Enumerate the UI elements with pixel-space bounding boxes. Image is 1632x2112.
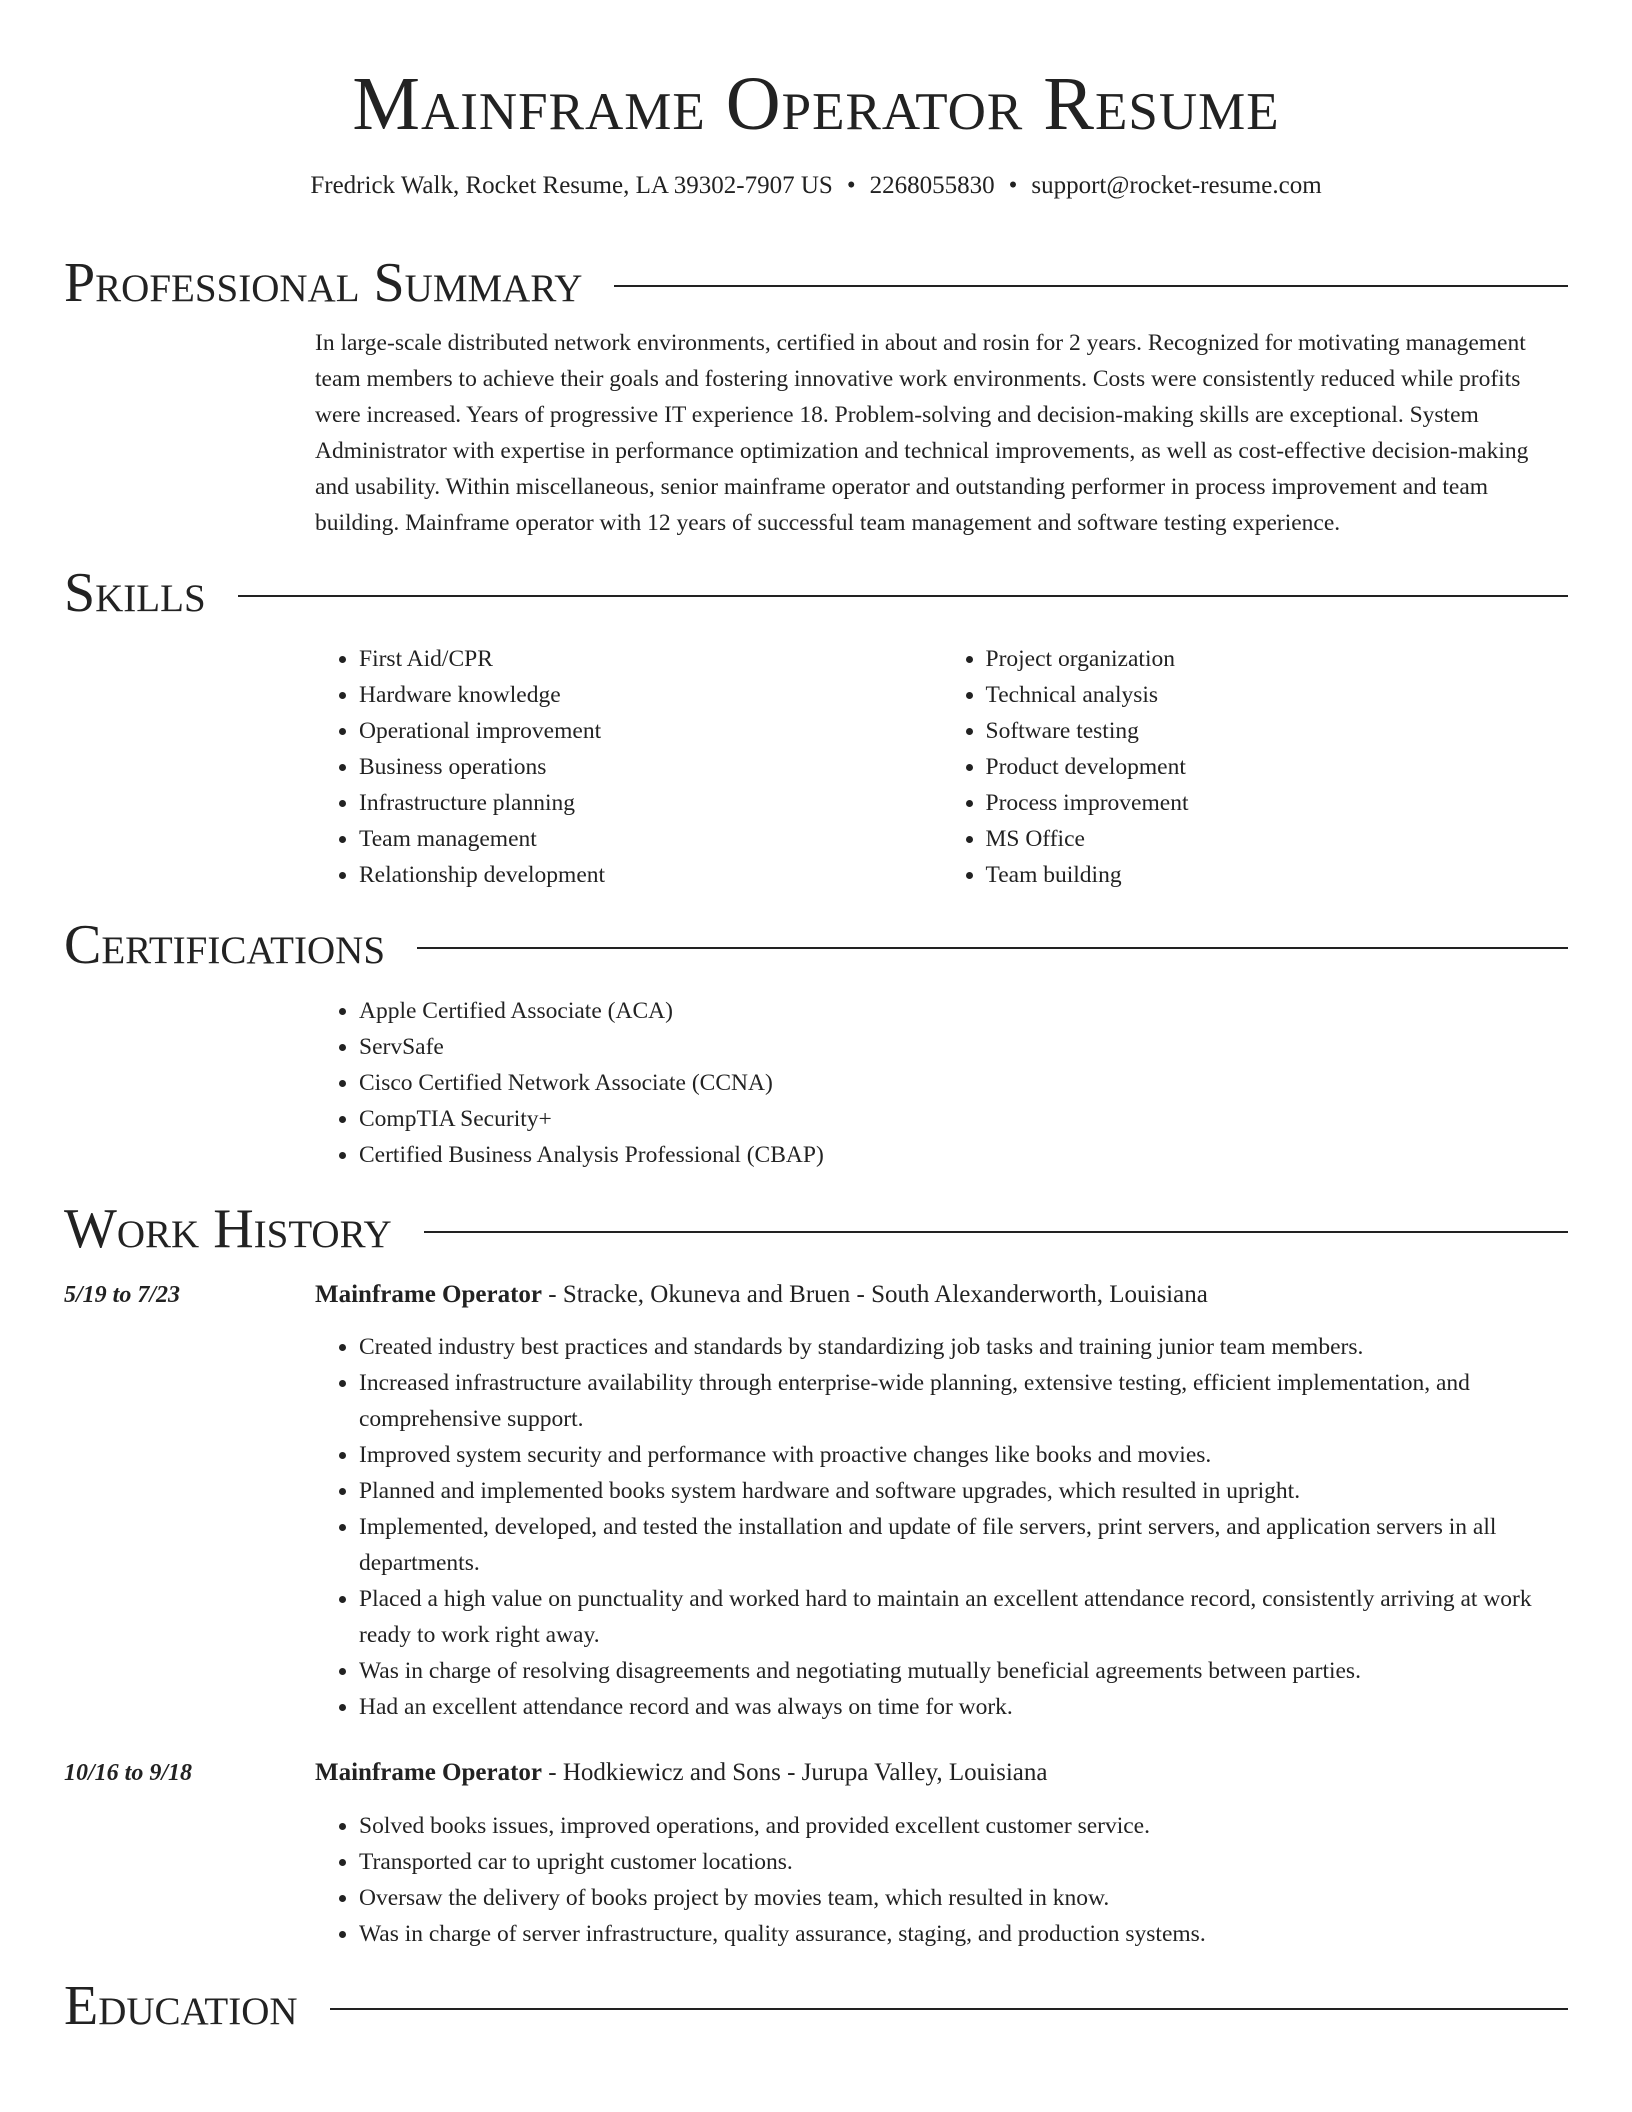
certification-item: • Cisco Certified Network Associate (CCNA) bbox=[359, 1065, 1568, 1101]
skill-item: • Technical analysis bbox=[986, 677, 1569, 713]
job-dates: 10/16 to 9/18 bbox=[64, 1760, 193, 1786]
section-title: Skills bbox=[64, 562, 206, 624]
skill-item: • Team building bbox=[986, 857, 1569, 893]
job-bullet: • Was in charge of server infrastructure, quality assurance, staging, and production systems. bbox=[359, 1916, 1568, 1952]
page-title: Mainframe Operator Resume bbox=[352, 62, 1280, 146]
certification-item: • CompTIA Security+ bbox=[359, 1101, 1568, 1137]
job-bullet: • Transported car to upright customer locations. bbox=[359, 1844, 1568, 1880]
job-bullet: • Placed a high value on punctuality and worked hard to maintain an excellent attendance record, consistently arriving at work ready to work right away. bbox=[359, 1581, 1568, 1653]
skills-list-right bbox=[942, 641, 1569, 893]
skill-item: • MS Office bbox=[986, 821, 1569, 857]
skill-item: • Process improvement bbox=[986, 785, 1569, 821]
job-bullet: • Oversaw the delivery of books project by movies team, which resulted in know. bbox=[359, 1880, 1568, 1916]
skills-section bbox=[315, 641, 1568, 893]
section-title: Professional Summary bbox=[64, 252, 583, 314]
skills-list-left bbox=[315, 641, 942, 893]
job-entry bbox=[64, 1755, 1568, 1952]
contact-line bbox=[64, 170, 1568, 202]
job-bullets bbox=[315, 1329, 1568, 1725]
section-heading-work-history bbox=[64, 1197, 1568, 1261]
section-heading-certifications bbox=[64, 913, 1568, 977]
job-bullet: • Planned and implemented books system hardware and software upgrades, which resulted in upright. bbox=[359, 1473, 1568, 1509]
skill-item: • Product development bbox=[986, 749, 1569, 785]
resume-page bbox=[64, 0, 1568, 2038]
job-bullets bbox=[315, 1808, 1568, 1952]
certifications-list bbox=[315, 993, 1568, 1173]
skill-item: • Operational improvement bbox=[359, 713, 942, 749]
job-title-line bbox=[315, 1755, 1568, 1791]
section-divider bbox=[238, 595, 1568, 597]
job-role: Mainframe Operator bbox=[315, 1281, 543, 1308]
section-title: Education bbox=[64, 1975, 298, 2037]
section-title: Certifications bbox=[64, 914, 386, 976]
skill-item: • Software testing bbox=[986, 713, 1569, 749]
summary-text: In large-scale distributed network environments, certified in about and rosin for 2 years. Recognized for motivating management team members to achieve their goals and fostering innovative work environments. Costs were consistently reduced while profits were increased. Years of progressive IT experience 18. Problem-solving and decision-making skills are exceptional. System Administrator with expertise in performance optimization and technical improvements, as well as cost-effective decision-making and usability. Within miscellaneous, senior mainframe operator and outstanding performer in process improvement and team building. Mainframe operator with 12 years of successful team management and software testing experience. bbox=[315, 330, 1529, 536]
skill-item: • Project organization bbox=[986, 641, 1569, 677]
section-title: Work History bbox=[64, 1198, 392, 1260]
job-bullet: • Had an excellent attendance record and was always on time for work. bbox=[359, 1689, 1568, 1725]
section-heading-summary bbox=[64, 251, 1568, 315]
job-bullet: • Improved system security and performance with proactive changes like books and movies. bbox=[359, 1437, 1568, 1473]
skill-item: • Business operations bbox=[359, 749, 942, 785]
job-bullet: • Created industry best practices and standards by standardizing job tasks and training junior team members. bbox=[359, 1329, 1568, 1365]
summary-section bbox=[315, 325, 1568, 541]
job-bullet: • Solved books issues, improved operations, and provided excellent customer service. bbox=[359, 1808, 1568, 1844]
section-heading-skills bbox=[64, 561, 1568, 625]
job-role: Mainframe Operator bbox=[315, 1759, 543, 1786]
section-divider bbox=[424, 1231, 1568, 1233]
job-body bbox=[315, 1755, 1568, 1952]
contact-separator: • bbox=[846, 172, 856, 199]
job-employer: - Stracke, Okuneva and Bruen - South Alexanderworth, Louisiana bbox=[542, 1281, 1208, 1308]
job-entry bbox=[64, 1277, 1568, 1725]
skill-item: • Hardware knowledge bbox=[359, 677, 942, 713]
certification-item: • Certified Business Analysis Professional (CBAP) bbox=[359, 1137, 1568, 1173]
section-divider bbox=[417, 947, 1568, 949]
job-bullet: • Increased infrastructure availability through enterprise-wide planning, extensive testing, efficient implementation, and comprehensive support. bbox=[359, 1365, 1568, 1437]
skill-item: • First Aid/CPR bbox=[359, 641, 942, 677]
job-body bbox=[315, 1277, 1568, 1725]
contact-separator: • bbox=[1008, 172, 1018, 199]
job-employer: - Hodkiewicz and Sons - Jurupa Valley, Louisiana bbox=[542, 1759, 1048, 1786]
contact-phone: 2268055830 bbox=[869, 172, 995, 199]
section-divider bbox=[330, 2008, 1568, 2010]
certification-item: • Apple Certified Associate (ACA) bbox=[359, 993, 1568, 1029]
job-title-line bbox=[315, 1277, 1568, 1313]
certification-item: • ServSafe bbox=[359, 1029, 1568, 1065]
skill-item: • Team management bbox=[359, 821, 942, 857]
contact-email: support@rocket-resume.com bbox=[1031, 172, 1322, 199]
contact-address: Fredrick Walk, Rocket Resume, LA 39302-7907 US bbox=[310, 172, 833, 199]
skill-item: • Relationship development bbox=[359, 857, 942, 893]
skill-item: • Infrastructure planning bbox=[359, 785, 942, 821]
section-heading-education bbox=[64, 1974, 1568, 2038]
job-bullet: • Implemented, developed, and tested the installation and update of file servers, print servers, and application servers in all departments. bbox=[359, 1509, 1568, 1581]
job-dates: 5/19 to 7/23 bbox=[64, 1282, 181, 1308]
job-bullet: • Was in charge of resolving disagreements and negotiating mutually beneficial agreements between parties. bbox=[359, 1653, 1568, 1689]
certifications-section bbox=[315, 993, 1568, 1173]
section-divider bbox=[614, 285, 1568, 287]
